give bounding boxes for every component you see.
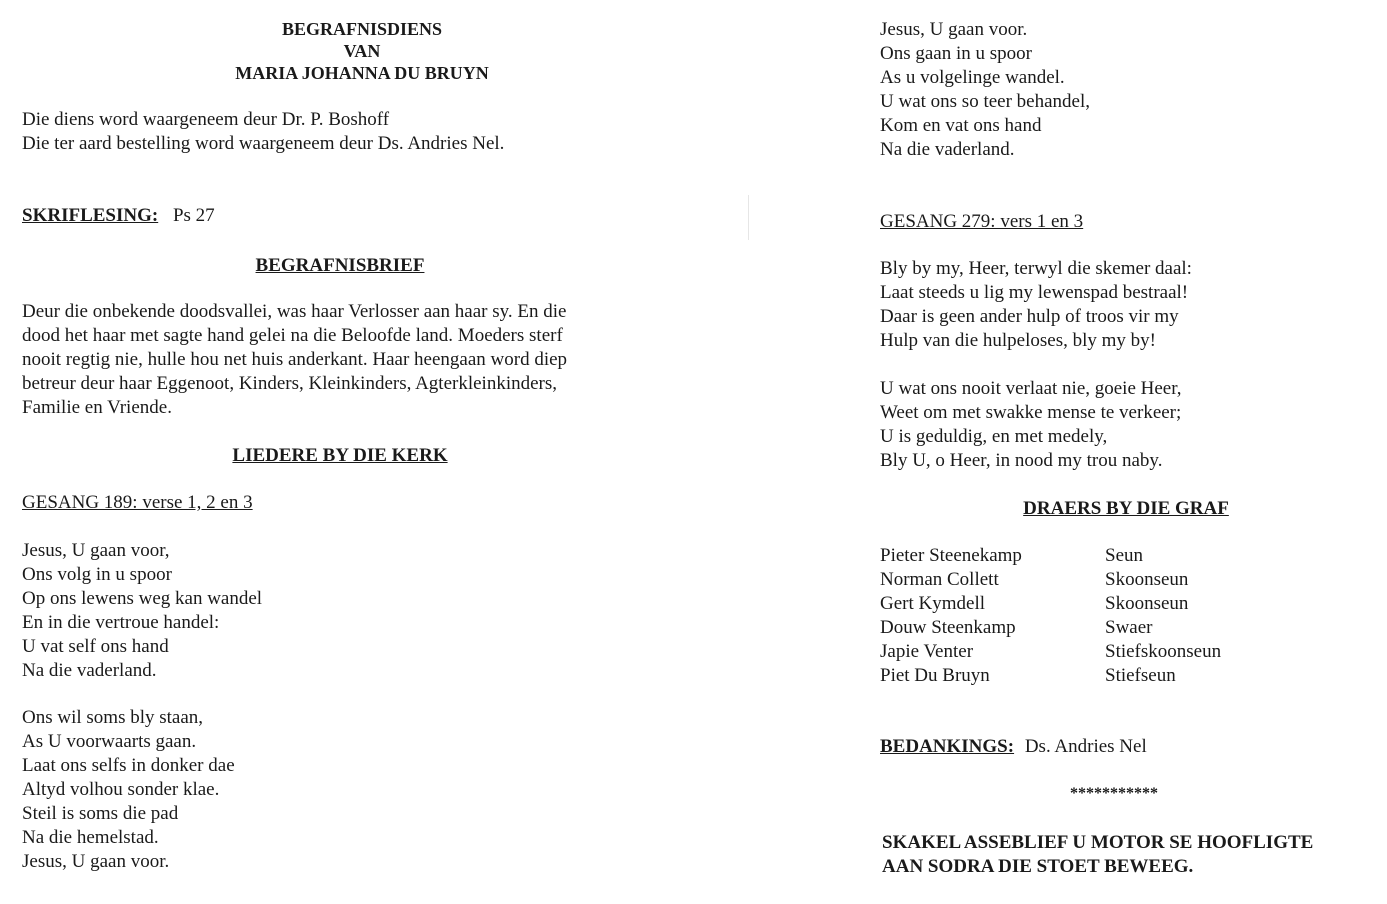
letter-line: dood het haar met sagte hand gelei na die Beloofde land. Moeders sterf <box>22 325 563 346</box>
hymn-line: U is geduldig, en met medely, <box>880 426 1108 447</box>
pallbearers-heading: DRAERS BY DIE GRAF <box>1023 498 1229 519</box>
hymn-line: Laat ons selfs in donker dae <box>22 755 235 776</box>
thanks-value: Ds. Andries Nel <box>1024 736 1147 757</box>
thanks-line <box>880 735 1147 759</box>
hymn-line: Ons gaan in u spoor <box>880 43 1032 64</box>
letter-line: Deur die onbekende doodsvallei, was haar Verlosser aan haar sy. En die <box>22 301 567 322</box>
pallbearer-row <box>880 568 1188 592</box>
pallbearer-name: Douw Steenkamp <box>880 617 1016 638</box>
hymn-line: Daar is geen ander hulp of troos vir my <box>880 306 1179 327</box>
hymn-line: As U voorwaarts gaan. <box>22 731 197 752</box>
hymn-line: U vat self ons hand <box>22 636 169 657</box>
scripture-value: Ps 27 <box>172 205 215 226</box>
hymn-line: Na die vaderland. <box>880 139 1015 160</box>
title-line: BEGRAFNISDIENS <box>281 19 443 39</box>
pallbearer-relation: Skoonseun <box>1105 593 1189 614</box>
church-songs-heading: LIEDERE BY DIE KERK <box>232 445 448 466</box>
pallbearer-relation: Stiefskoonseun <box>1105 641 1222 662</box>
letter-line: nooit regtig nie, hulle hou net huis anderkant. Haar heengaan word diep <box>22 349 568 370</box>
hymn-line: Op ons lewens weg kan wandel <box>22 588 263 609</box>
hymn-line: Jesus, U gaan voor. <box>880 19 1028 40</box>
hymn-279-heading: GESANG 279: vers 1 en 3 <box>880 211 1084 232</box>
hymn-line: Na die vaderland. <box>22 660 157 681</box>
pallbearer-row <box>880 664 1176 688</box>
thanks-label: BEDANKINGS: <box>880 736 1015 757</box>
pallbearer-name: Pieter Steenekamp <box>880 545 1022 566</box>
pallbearer-name: Piet Du Bruyn <box>880 665 990 686</box>
hymn-line: U wat ons so teer behandel, <box>880 91 1090 112</box>
hymn-line: Jesus, U gaan voor, <box>22 540 170 561</box>
hymn-line: Jesus, U gaan voor. <box>22 851 170 872</box>
page-fold-line <box>748 195 749 240</box>
notice-line: AAN SODRA DIE STOET BEWEEG. <box>882 856 1194 877</box>
pallbearer-relation: Seun <box>1105 545 1143 566</box>
pallbearer-name: Gert Kymdell <box>880 593 986 614</box>
pallbearer-row <box>880 592 1188 616</box>
hymn-line: En in die vertroue handel: <box>22 612 220 633</box>
hymn-line: Hulp van die hulpeloses, bly my by! <box>880 330 1156 351</box>
hymn-line: Weet om met swakke mense te verkeer; <box>880 402 1182 423</box>
title-line: VAN <box>343 41 381 61</box>
notice-line: SKAKEL ASSEBLIEF U MOTOR SE HOOFLIGTE <box>882 832 1314 853</box>
pallbearer-relation: Swaer <box>1105 617 1153 638</box>
pallbearer-relation: Stiefseun <box>1105 665 1176 686</box>
pallbearer-row <box>880 544 1143 568</box>
funeral-letter-heading: BEGRAFNISBRIEF <box>255 255 425 276</box>
separator-stars: *********** <box>1070 785 1158 802</box>
hymn-line: As u volgelinge wandel. <box>880 67 1065 88</box>
hymn-line: U wat ons nooit verlaat nie, goeie Heer, <box>880 378 1182 399</box>
officiant-line: Die diens word waargeneem deur Dr. P. Boshoff <box>22 109 390 130</box>
title-line: MARIA JOHANNA DU BRUYN <box>235 63 489 83</box>
hymn-line: Ons wil soms bly staan, <box>22 707 204 728</box>
service-title <box>162 18 562 84</box>
hymn-line: Bly by my, Heer, terwyl die skemer daal: <box>880 258 1192 279</box>
hymn-189-heading: GESANG 189: verse 1, 2 en 3 <box>22 492 253 513</box>
pallbearer-relation: Skoonseun <box>1105 569 1189 590</box>
letter-line: Familie en Vriende. <box>22 397 172 418</box>
scripture-reading <box>22 204 215 228</box>
hymn-line: Steil is soms die pad <box>22 803 179 824</box>
hymn-line: Bly U, o Heer, in nood my trou naby. <box>880 450 1163 471</box>
scripture-label: SKRIFLESING: <box>22 205 159 226</box>
pallbearer-row <box>880 640 1221 664</box>
hymn-line: Laat steeds u lig my lewenspad bestraal! <box>880 282 1189 303</box>
officiant-line: Die ter aard bestelling word waargeneem deur Ds. Andries Nel. <box>22 133 505 154</box>
hymn-line: Kom en vat ons hand <box>880 115 1042 136</box>
hymn-line: Altyd volhou sonder klae. <box>22 779 220 800</box>
pallbearer-name: Norman Collett <box>880 569 999 590</box>
pallbearer-row <box>880 616 1152 640</box>
hymn-line: Ons volg in u spoor <box>22 564 172 585</box>
letter-line: betreur deur haar Eggenoot, Kinders, Kleinkinders, Agterkleinkinders, <box>22 373 558 394</box>
pallbearer-name: Japie Venter <box>880 641 974 662</box>
hymn-line: Na die hemelstad. <box>22 827 159 848</box>
